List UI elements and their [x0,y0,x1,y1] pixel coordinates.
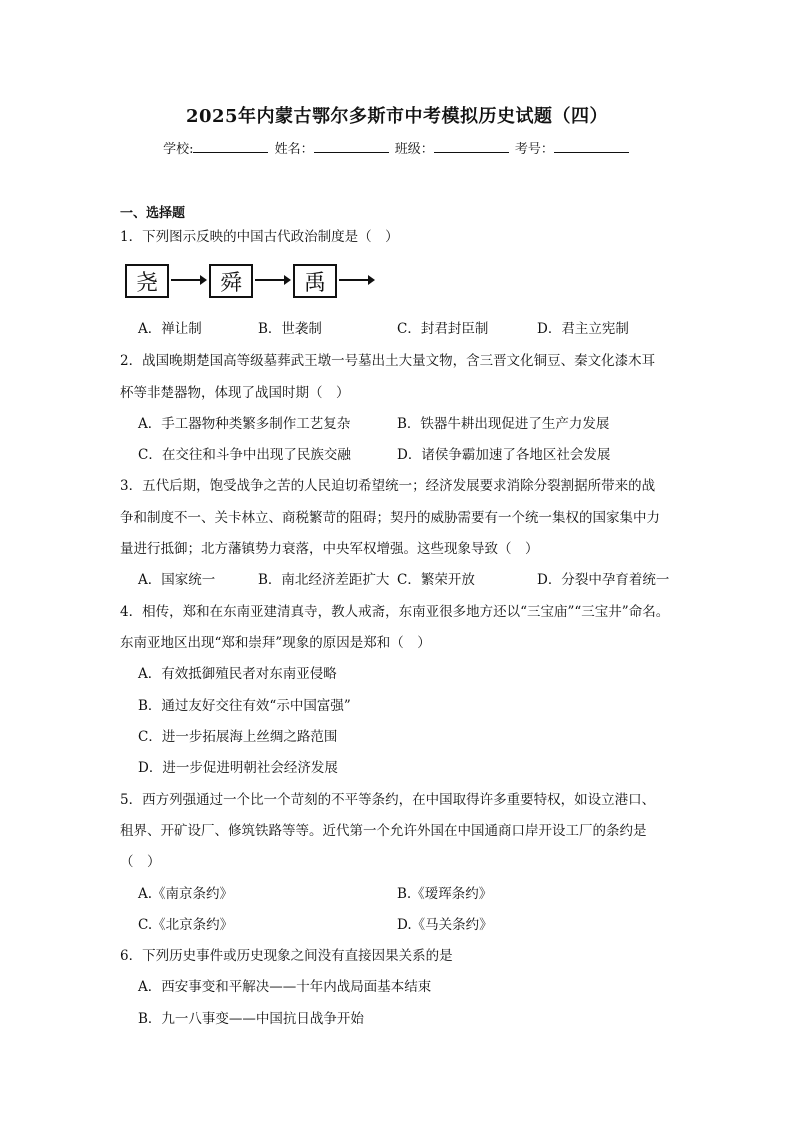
q5-option-d[interactable]: D.《马关条约》 [397,917,493,933]
q2-option-a[interactable]: A．手工器物种类繁多制作工艺复杂 [138,416,351,432]
succession-diagram [125,264,385,304]
question-6-stem: 6．下列历史事件或历史现象之间没有直接因果关系的是 [120,948,453,964]
q4-option-d[interactable]: D．进一步促进明朝社会经济发展 [138,760,338,776]
q4-option-a[interactable]: A．有效抵御殖民者对东南亚侵略 [138,666,337,682]
name-blank[interactable] [314,139,389,153]
q4-option-c[interactable]: C．进一步拓展海上丝绸之路范围 [138,729,338,745]
question-2-stem-line-2: 杯等非楚器物，体现了战国时期（ ） [120,385,350,401]
q5-option-a[interactable]: A.《南京条约》 [138,886,234,902]
class-label: 班级： [394,142,434,157]
exam-no-blank[interactable] [554,139,629,153]
flow-box-yu: 禹 [293,264,337,298]
question-2-stem-line-1: 2．战国晚期楚国高等级墓葬武王墩一号墓出土大量文物，含三晋文化铜豆、秦文化漆木耳 [120,353,656,369]
q2-option-c[interactable]: C．在交往和斗争中出现了民族交融 [138,447,351,463]
q1-option-a[interactable]: A．禅让制 [138,321,202,337]
name-label: 姓名： [274,142,314,157]
q6-option-a[interactable]: A．西安事变和平解决——十年内战局面基本结束 [138,979,432,995]
question-3-stem-line-2: 争和制度不一、关卡林立、商税繁苛的阻碍；契丹的威胁需要有一个统一集权的国家集中力 [120,510,660,526]
q1-option-c[interactable]: C．封君封臣制 [397,321,489,337]
school-label: 学校: [163,142,194,157]
q5-option-c[interactable]: C.《北京条约》 [138,917,234,933]
q4-option-b[interactable]: B．通过友好交往有效“示中国富强” [138,698,351,714]
q5-option-b[interactable]: B.《瑷珲条约》 [397,886,493,902]
class-blank[interactable] [434,139,509,153]
arrow-icon [171,279,205,281]
question-1-stem: 1．下列图示反映的中国古代政治制度是（ ） [120,229,399,245]
arrow-icon [255,279,289,281]
exam-no-label: 考号： [514,142,554,157]
q1-option-b[interactable]: B．世袭制 [258,321,322,337]
question-4-stem-line-1: 4．相传，郑和在东南亚建清真寺，教人戒斋，东南亚很多地方还以“三宝庙”“三宝井”命名。 [120,604,670,620]
student-info-line [0,138,794,157]
q3-option-a[interactable]: A．国家统一 [138,572,216,588]
question-4-stem-line-2: 东南亚地区出现“郑和崇拜”现象的原因是郑和（ ） [120,635,431,651]
q3-option-d[interactable]: D．分裂中孕育着统一 [537,572,670,588]
flow-box-yao: 尧 [125,264,169,298]
q1-option-d[interactable]: D．君主立宪制 [537,321,629,337]
section-heading: 一、选择题 [120,206,186,221]
q6-option-b[interactable]: B．九一八事变——中国抗日战争开始 [138,1011,364,1027]
question-5-stem-line-3: （ ） [120,854,161,870]
question-5-stem-line-1: 5．西方列强通过一个比一个苛刻的不平等条约，在中国取得许多重要特权，如设立港口、 [120,792,656,808]
question-3-stem-line-3: 量进行抵御；北方藩镇势力衰落，中央军权增强。这些现象导致（ ） [120,541,539,557]
q3-option-c[interactable]: C．繁荣开放 [397,572,475,588]
arrow-icon [339,279,373,281]
q3-option-b[interactable]: B．南北经济差距扩大 [258,572,390,588]
q2-option-b[interactable]: B．铁器牛耕出现促进了生产力发展 [397,416,610,432]
q2-option-d[interactable]: D．诸侯争霸加速了各地区社会发展 [397,447,611,463]
page-title: 2025年内蒙古鄂尔多斯市中考模拟历史试题（四） [185,106,609,127]
question-3-stem-line-1: 3．五代后期，饱受战争之苦的人民迫切希望统一；经济发展要求消除分裂割据所带来的战 [120,478,656,494]
question-5-stem-line-2: 租界、开矿设厂、修筑铁路等等。近代第一个允许外国在中国通商口岸开设工厂的条约是 [120,823,647,839]
flow-box-shun: 舜 [209,264,253,298]
school-blank[interactable] [193,139,268,153]
